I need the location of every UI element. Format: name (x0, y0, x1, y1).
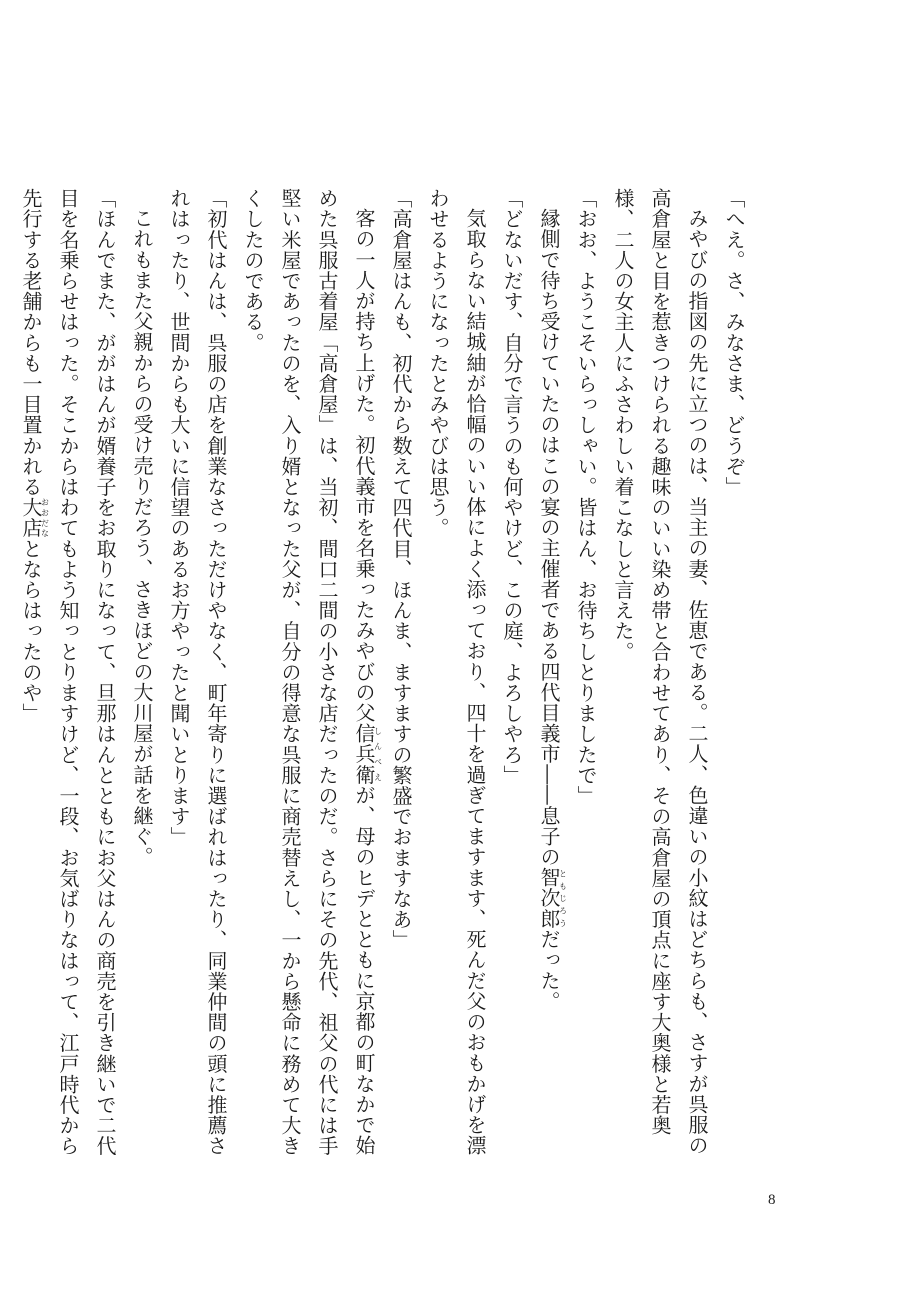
paragraph-7: 「高倉屋はんも、初代から数えて四代目、ほんま、ますますの繁盛でおますなあ」 (389, 188, 413, 951)
ruby-reading-shinbee: しんべえ (373, 723, 383, 785)
paragraph-8-part1: 客の一人が持ち上げた。初代義市を名乗ったみやびの父 (352, 208, 376, 723)
ruby-shinbee (352, 723, 383, 785)
paragraph-3: 「おお、ようこそいらっしゃい。皆はん、お待ちしとりましたで」 (574, 188, 598, 806)
paragraph-11-part1: 「ほんでまた、ががはんが婿養子をお取りになって、旦那はんとともにお父はんの商売を引き継いで二代目を名乗らせはった。そこからはわてもよう知っとりますけど、一段、お気ばりなはって、江戸時代から先行する老舗からも一目置かれる (19, 188, 117, 1157)
ruby-oodana (19, 497, 50, 539)
paragraph-6: 気取らない結城紬が恰幅のいい体によく添っており、四十を過ぎてますます、死んだ父のおもかげを漂わせるようになったとみやびは思う。 (426, 188, 487, 1156)
paragraph-11-part2: とならはったのや」 (19, 538, 43, 724)
paragraph-1: 「へえ。さ、みなさま、どうぞ」 (722, 188, 746, 497)
ruby-reading-oodana: おおだな (40, 497, 50, 539)
vertical-text-body (12, 188, 752, 1168)
paragraph-10: これもまた父親からの受け売りだろう、さきほどの大川屋が話を継ぐ。 (130, 208, 154, 868)
ruby-base-tomojiro: 智次郎 (537, 867, 561, 930)
paragraph-9: 「初代はんは、呉服の店を創業なさっただけやなく、町年寄りに選ばれはったり、同業仲間の頭に推薦されはったり、世間からも大いに信望のあるお方やったと聞いとります」 (167, 188, 228, 1157)
paragraph-8 (234, 188, 382, 1168)
ruby-tomojiro (537, 867, 568, 930)
paragraph-8-part2: が、母のヒデとともに京都の町なかで始めた呉服古着屋「高倉屋」は、当初、間口二間の小さな店だったのだ。さらにその先代、祖父の代には手堅い米屋であったのを、入り婿となった父が、自分の得意な呉服に商売替えし、一から懸命に務めて大きくしたのである。 (241, 188, 376, 1157)
paragraph-4-part2: だった。 (537, 929, 561, 1012)
paragraph-2: みやびの指図の先に立つのは、当主の妻、佐恵である。二人、色違いの小紋はどちらも、さすが呉服の高倉屋と目を惹きつけられる趣味のいい染め帯と合わせてあり、その高倉屋の頂点に座す大奥様と若奥様、二人の女主人にふさわしい着こなしと言えた。 (611, 188, 709, 1156)
ruby-reading-tomojiro: ともじろう (558, 867, 568, 929)
ruby-base-shinbee: 信兵衛 (352, 723, 376, 785)
paragraph-5: 「どないだす、自分で言うのも何やけど、この庭、よろしやろ」 (500, 188, 524, 786)
ruby-base-oodana: 大店 (19, 497, 43, 539)
paragraph-4-part1: 縁側で待ち受けていたのはこの宴の主催者である四代目義市――息子の (537, 208, 561, 868)
paragraph-11 (12, 188, 123, 1168)
page-number: 8 (768, 1192, 776, 1208)
paragraph-4 (530, 188, 567, 1168)
